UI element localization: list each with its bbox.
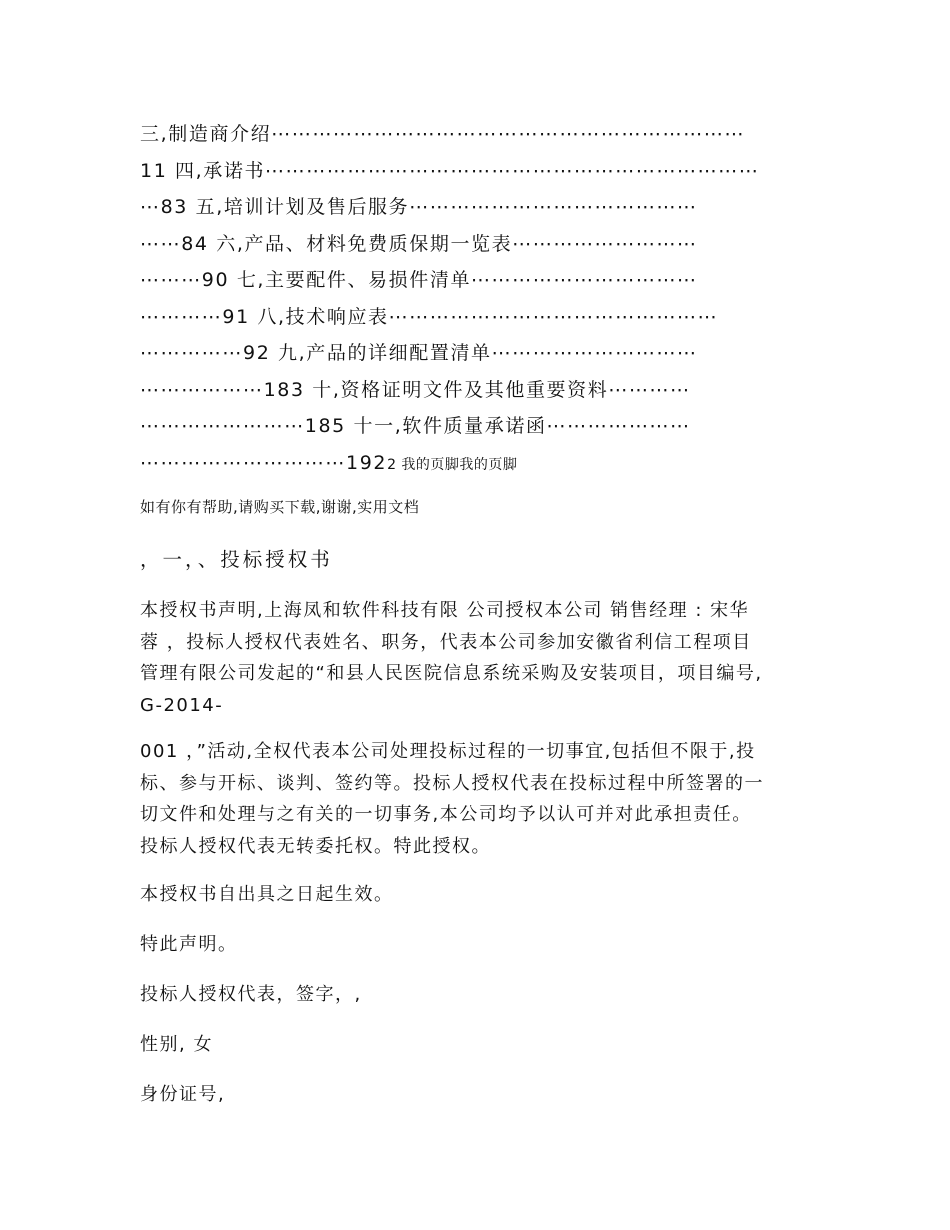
paragraph-line: 标、参与开标、谈判、签约等。投标人授权代表在投标过程中所签署的一 bbox=[140, 772, 764, 794]
declaration-paragraph bbox=[140, 929, 820, 961]
toc-line: 11 四,承诺书⋯⋯⋯⋯⋯⋯⋯⋯⋯⋯⋯⋯⋯⋯⋯⋯⋯⋯⋯⋯⋯⋯⋯⋯ bbox=[140, 159, 760, 182]
section-title: ，一，、投标授权书 bbox=[140, 548, 333, 571]
id-number-line bbox=[140, 1079, 820, 1111]
signature-line bbox=[140, 979, 820, 1011]
paragraph-line: 001 ，”活动,全权代表本公司处理投标过程的一切事宜,包括但不限于,投 bbox=[140, 741, 756, 762]
paragraph-line: 管理有限公司发起的“和县人民医院信息系统采购及安装项目，项目编号, bbox=[140, 663, 763, 684]
gender-line bbox=[140, 1029, 820, 1061]
paragraph-line: G-2014- bbox=[140, 694, 224, 716]
toc-line: ⋯⋯84 六,产品、材料免费质保期一览表⋯⋯⋯⋯⋯⋯⋯⋯⋯ bbox=[140, 232, 698, 255]
toc-line: ⋯⋯⋯⋯⋯92 九,产品的详细配置清单⋯⋯⋯⋯⋯⋯⋯⋯⋯⋯ bbox=[140, 342, 698, 364]
toc-line-last bbox=[140, 445, 820, 482]
paragraph-line: 蓉 ，投标人授权代表姓名、职务，代表本公司参加安徽省利信工程项目 bbox=[140, 631, 752, 653]
toc-line: ⋯83 五,培训计划及售后服务⋯⋯⋯⋯⋯⋯⋯⋯⋯⋯⋯⋯⋯⋯ bbox=[140, 196, 698, 218]
inline-footer-text: 2 我的页脚我的页脚 bbox=[387, 456, 518, 473]
paragraph-line: 本授权书自出具之日起生效。 bbox=[140, 884, 394, 905]
paragraph-line: 特此声明。 bbox=[140, 934, 238, 955]
paragraph-line: 本授权书声明,上海凤和软件科技有限 公司授权本公司 销售经理 : 宋华 bbox=[140, 600, 750, 621]
authorization-paragraph-2 bbox=[140, 736, 820, 862]
toc-line: ⋯⋯⋯90 七,主要配件、易损件清单⋯⋯⋯⋯⋯⋯⋯⋯⋯⋯⋯ bbox=[140, 269, 698, 291]
toc-line: ⋯⋯⋯⋯⋯⋯183 十,资格证明文件及其他重要资料⋯⋯⋯⋯ bbox=[140, 378, 691, 401]
toc-line-text: ⋯⋯⋯⋯⋯⋯⋯⋯⋯⋯192 bbox=[140, 451, 388, 474]
paragraph-line: 切文件和处理与之有关的一切事务,本公司均予以认可并对此承担责任。 bbox=[140, 804, 752, 825]
authorization-paragraph-1 bbox=[140, 595, 820, 721]
paragraph-line: 性别, 女 bbox=[140, 1034, 213, 1055]
toc-line: ⋯⋯⋯⋯91 八,技术响应表⋯⋯⋯⋯⋯⋯⋯⋯⋯⋯⋯⋯⋯⋯⋯⋯ bbox=[140, 305, 719, 328]
paragraph-line: 投标人授权代表，签字，, bbox=[140, 984, 362, 1005]
toc-line: 三,制造商介绍⋯⋯⋯⋯⋯⋯⋯⋯⋯⋯⋯⋯⋯⋯⋯⋯⋯⋯⋯⋯⋯⋯⋯ bbox=[140, 123, 746, 145]
table-of-contents bbox=[140, 116, 820, 481]
paragraph-line: 身份证号, bbox=[140, 1084, 226, 1105]
effective-date-paragraph bbox=[140, 879, 820, 911]
download-note: 如有你有帮助,请购买下载,谢谢,实用文档 bbox=[140, 498, 420, 516]
paragraph-line: 投标人授权代表无转委托权。特此授权。 bbox=[140, 835, 491, 857]
toc-line: ⋯⋯⋯⋯⋯⋯⋯⋯185 十一,软件质量承诺函⋯⋯⋯⋯⋯⋯⋯ bbox=[140, 415, 691, 437]
